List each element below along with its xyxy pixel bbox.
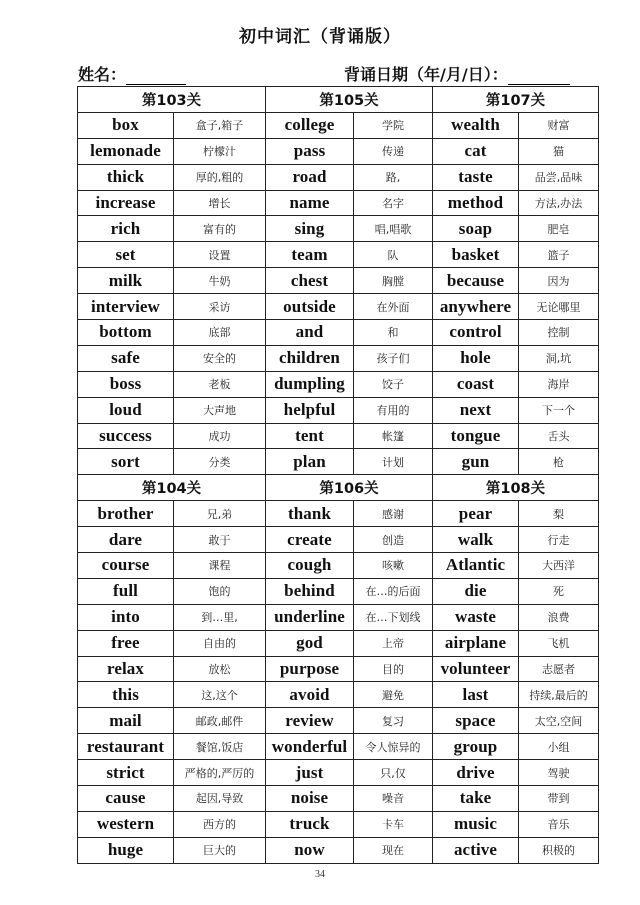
english-word: pass (266, 138, 354, 164)
chinese-meaning: 严格的,严厉的 (174, 760, 266, 786)
english-word: pear (433, 501, 519, 527)
vocab-row (78, 786, 599, 812)
english-word: plan (266, 449, 354, 475)
chinese-meaning: 牛奶 (174, 268, 266, 294)
english-word: wonderful (266, 734, 354, 760)
english-word: outside (266, 294, 354, 320)
chinese-meaning: 海岸 (519, 371, 599, 397)
chinese-meaning: 复习 (354, 708, 433, 734)
chinese-meaning: 这,这个 (174, 682, 266, 708)
vocab-row (78, 216, 599, 242)
vocab-row (78, 320, 599, 346)
chinese-meaning: 西方的 (174, 811, 266, 837)
english-word: increase (78, 190, 174, 216)
name-label: 姓名： (78, 65, 127, 84)
chinese-meaning: 持续,最后的 (519, 682, 599, 708)
english-word: sing (266, 216, 354, 242)
chinese-meaning: 帐篷 (354, 423, 433, 449)
english-word: god (266, 630, 354, 656)
english-word: cat (433, 138, 519, 164)
chinese-meaning: 洞,坑 (519, 345, 599, 371)
vocab-row (78, 138, 599, 164)
date-field[interactable] (344, 62, 570, 85)
vocab-row (78, 837, 599, 863)
chinese-meaning: 传递 (354, 138, 433, 164)
chinese-meaning: 创造 (354, 527, 433, 553)
english-word: huge (78, 837, 174, 863)
level-header: 第107关 (433, 87, 599, 113)
vocab-row (78, 164, 599, 190)
chinese-meaning: 饱的 (174, 578, 266, 604)
vocab-row (78, 760, 599, 786)
english-word: full (78, 578, 174, 604)
english-word: success (78, 423, 174, 449)
english-word: active (433, 837, 519, 863)
english-word: music (433, 811, 519, 837)
chinese-meaning: 死 (519, 578, 599, 604)
chinese-meaning: 品尝,品味 (519, 164, 599, 190)
english-word: drive (433, 760, 519, 786)
chinese-meaning: 有用的 (354, 397, 433, 423)
chinese-meaning: 浪费 (519, 604, 599, 630)
chinese-meaning: 小组 (519, 734, 599, 760)
chinese-meaning: 到…里, (174, 604, 266, 630)
english-word: bottom (78, 320, 174, 346)
chinese-meaning: 底部 (174, 320, 266, 346)
chinese-meaning: 感谢 (354, 501, 433, 527)
english-word: hole (433, 345, 519, 371)
chinese-meaning: 财富 (519, 112, 599, 138)
chinese-meaning: 大声地 (174, 397, 266, 423)
chinese-meaning: 孩子们 (354, 345, 433, 371)
english-word: dare (78, 527, 174, 553)
english-word: thank (266, 501, 354, 527)
vocab-row (78, 190, 599, 216)
vocab-row (78, 294, 599, 320)
english-word: review (266, 708, 354, 734)
chinese-meaning: 胸膛 (354, 268, 433, 294)
english-word: cause (78, 786, 174, 812)
chinese-meaning: 令人惊异的 (354, 734, 433, 760)
english-word: boss (78, 371, 174, 397)
page-title: 初中词汇（背诵版） (239, 27, 401, 47)
chinese-meaning: 太空,空间 (519, 708, 599, 734)
english-word: behind (266, 578, 354, 604)
chinese-meaning: 增长 (174, 190, 266, 216)
english-word: free (78, 630, 174, 656)
chinese-meaning: 在…下划线 (354, 604, 433, 630)
english-word: road (266, 164, 354, 190)
vocab-row (78, 734, 599, 760)
chinese-meaning: 噪音 (354, 786, 433, 812)
date-blank[interactable] (508, 68, 570, 85)
chinese-meaning: 放松 (174, 656, 266, 682)
english-word: college (266, 112, 354, 138)
chinese-meaning: 控制 (519, 320, 599, 346)
chinese-meaning: 方法,办法 (519, 190, 599, 216)
chinese-meaning: 巨大的 (174, 837, 266, 863)
english-word: and (266, 320, 354, 346)
chinese-meaning: 唱,唱歌 (354, 216, 433, 242)
chinese-meaning: 分类 (174, 449, 266, 475)
chinese-meaning: 在外面 (354, 294, 433, 320)
english-word: wealth (433, 112, 519, 138)
vocab-row (78, 423, 599, 449)
chinese-meaning: 邮政,邮件 (174, 708, 266, 734)
english-word: loud (78, 397, 174, 423)
english-word: create (266, 527, 354, 553)
vocab-row (78, 397, 599, 423)
english-word: this (78, 682, 174, 708)
english-word: because (433, 268, 519, 294)
vocab-row (78, 630, 599, 656)
english-word: coast (433, 371, 519, 397)
english-word: dumpling (266, 371, 354, 397)
english-word: taste (433, 164, 519, 190)
english-word: relax (78, 656, 174, 682)
level-header-row (78, 475, 599, 501)
vocab-row (78, 553, 599, 579)
chinese-meaning: 厚的,粗的 (174, 164, 266, 190)
english-word: box (78, 112, 174, 138)
chinese-meaning: 飞机 (519, 630, 599, 656)
english-word: milk (78, 268, 174, 294)
chinese-meaning: 避免 (354, 682, 433, 708)
vocab-row (78, 449, 599, 475)
english-word: name (266, 190, 354, 216)
vocab-row (78, 371, 599, 397)
english-word: helpful (266, 397, 354, 423)
chinese-meaning: 自由的 (174, 630, 266, 656)
english-word: mail (78, 708, 174, 734)
english-word: airplane (433, 630, 519, 656)
chinese-meaning: 驾驶 (519, 760, 599, 786)
english-word: set (78, 242, 174, 268)
chinese-meaning: 学院 (354, 112, 433, 138)
english-word: into (78, 604, 174, 630)
english-word: walk (433, 527, 519, 553)
english-word: just (266, 760, 354, 786)
vocab-table (77, 86, 599, 864)
chinese-meaning: 枪 (519, 449, 599, 475)
chinese-meaning: 和 (354, 320, 433, 346)
english-word: last (433, 682, 519, 708)
chinese-meaning: 因为 (519, 268, 599, 294)
english-word: tongue (433, 423, 519, 449)
english-word: noise (266, 786, 354, 812)
chinese-meaning: 篮子 (519, 242, 599, 268)
chinese-meaning: 在…的后面 (354, 578, 433, 604)
english-word: Atlantic (433, 553, 519, 579)
vocab-row (78, 811, 599, 837)
chinese-meaning: 课程 (174, 553, 266, 579)
chinese-meaning: 路, (354, 164, 433, 190)
chinese-meaning: 采访 (174, 294, 266, 320)
chinese-meaning: 老板 (174, 371, 266, 397)
english-word: method (433, 190, 519, 216)
vocab-row (78, 242, 599, 268)
chinese-meaning: 带到 (519, 786, 599, 812)
chinese-meaning: 富有的 (174, 216, 266, 242)
level-header: 第108关 (433, 475, 599, 501)
english-word: waste (433, 604, 519, 630)
english-word: chest (266, 268, 354, 294)
english-word: children (266, 345, 354, 371)
english-word: thick (78, 164, 174, 190)
header-fields (78, 62, 598, 86)
english-word: strict (78, 760, 174, 786)
name-field[interactable] (78, 62, 186, 85)
chinese-meaning: 上帝 (354, 630, 433, 656)
chinese-meaning: 舌头 (519, 423, 599, 449)
chinese-meaning: 计划 (354, 449, 433, 475)
english-word: anywhere (433, 294, 519, 320)
english-word: safe (78, 345, 174, 371)
vocab-row (78, 501, 599, 527)
english-word: take (433, 786, 519, 812)
english-word: volunteer (433, 656, 519, 682)
chinese-meaning: 无论哪里 (519, 294, 599, 320)
english-word: sort (78, 449, 174, 475)
level-header: 第106关 (266, 475, 433, 501)
vocab-row (78, 708, 599, 734)
vocab-row (78, 682, 599, 708)
chinese-meaning: 音乐 (519, 811, 599, 837)
english-word: interview (78, 294, 174, 320)
level-header: 第105关 (266, 87, 433, 113)
english-word: control (433, 320, 519, 346)
chinese-meaning: 盒子,箱子 (174, 112, 266, 138)
english-word: course (78, 553, 174, 579)
chinese-meaning: 梨 (519, 501, 599, 527)
chinese-meaning: 卡车 (354, 811, 433, 837)
vocab-row (78, 578, 599, 604)
chinese-meaning: 设置 (174, 242, 266, 268)
level-header-row (78, 87, 599, 113)
chinese-meaning: 咳嗽 (354, 553, 433, 579)
english-word: truck (266, 811, 354, 837)
chinese-meaning: 安全的 (174, 345, 266, 371)
chinese-meaning: 下一个 (519, 397, 599, 423)
vocab-row (78, 656, 599, 682)
chinese-meaning: 柠檬汁 (174, 138, 266, 164)
chinese-meaning: 餐馆,饭店 (174, 734, 266, 760)
vocab-row (78, 527, 599, 553)
english-word: avoid (266, 682, 354, 708)
chinese-meaning: 敢于 (174, 527, 266, 553)
vocab-row (78, 604, 599, 630)
english-word: brother (78, 501, 174, 527)
english-word: soap (433, 216, 519, 242)
english-word: western (78, 811, 174, 837)
date-label: 背诵日期（年/月/日）： (344, 65, 508, 84)
english-word: gun (433, 449, 519, 475)
level-header: 第104关 (78, 475, 266, 501)
vocab-row (78, 268, 599, 294)
english-word: purpose (266, 656, 354, 682)
english-word: rich (78, 216, 174, 242)
chinese-meaning: 起因,导致 (174, 786, 266, 812)
chinese-meaning: 现在 (354, 837, 433, 863)
chinese-meaning: 猫 (519, 138, 599, 164)
english-word: now (266, 837, 354, 863)
chinese-meaning: 志愿者 (519, 656, 599, 682)
chinese-meaning: 积极的 (519, 837, 599, 863)
english-word: die (433, 578, 519, 604)
chinese-meaning: 名字 (354, 190, 433, 216)
chinese-meaning: 行走 (519, 527, 599, 553)
english-word: restaurant (78, 734, 174, 760)
english-word: next (433, 397, 519, 423)
vocab-row (78, 345, 599, 371)
english-word: group (433, 734, 519, 760)
chinese-meaning: 兄,弟 (174, 501, 266, 527)
english-word: space (433, 708, 519, 734)
name-blank[interactable] (126, 68, 186, 85)
level-header: 第103关 (78, 87, 266, 113)
english-word: basket (433, 242, 519, 268)
english-word: tent (266, 423, 354, 449)
english-word: lemonade (78, 138, 174, 164)
english-word: team (266, 242, 354, 268)
chinese-meaning: 只,仅 (354, 760, 433, 786)
chinese-meaning: 肥皂 (519, 216, 599, 242)
chinese-meaning: 饺子 (354, 371, 433, 397)
chinese-meaning: 成功 (174, 423, 266, 449)
english-word: underline (266, 604, 354, 630)
chinese-meaning: 大西洋 (519, 553, 599, 579)
english-word: cough (266, 553, 354, 579)
vocab-row (78, 112, 599, 138)
chinese-meaning: 目的 (354, 656, 433, 682)
page-number: 34 (315, 869, 325, 880)
chinese-meaning: 队 (354, 242, 433, 268)
